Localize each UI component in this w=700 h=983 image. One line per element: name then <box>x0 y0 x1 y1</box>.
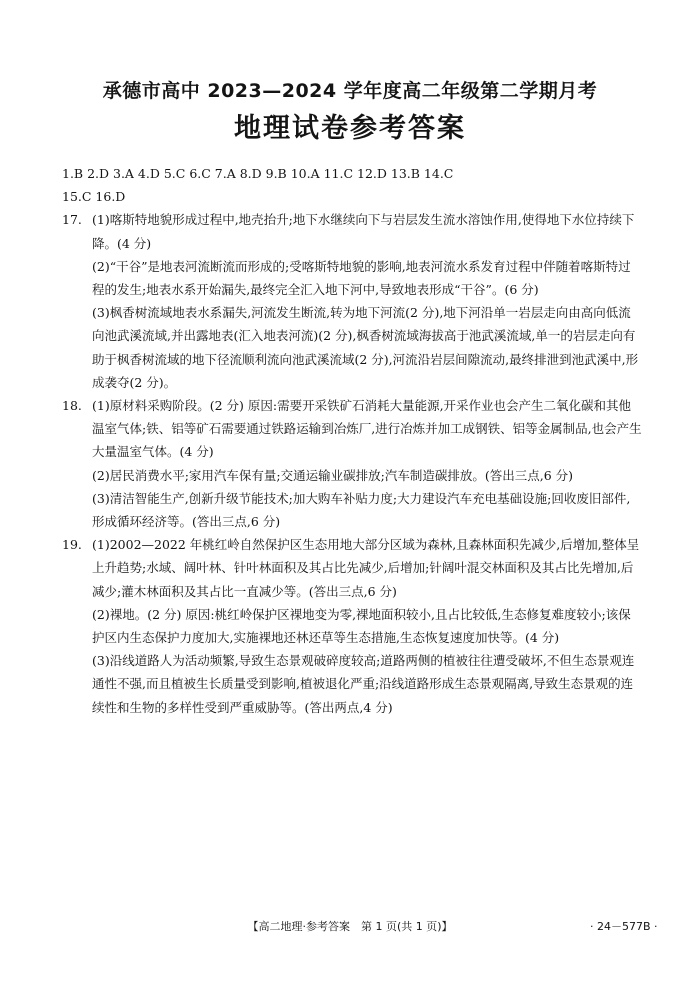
question-19 <box>62 533 642 719</box>
mc-answers-line-2: 15.C 16.D <box>62 189 126 205</box>
question-18-content <box>92 394 642 533</box>
answer-body <box>62 162 642 719</box>
question-19-content <box>92 533 642 719</box>
question-number: 18. <box>62 398 82 414</box>
page-title: 地理试卷参考答案 <box>234 113 466 144</box>
mc-answers-line-1: 1.B 2.D 3.A 4.D 5.C 6.C 7.A 8.D 9.B 10.A 11.C 12.D 13.B 14.C <box>62 166 454 181</box>
question-17 <box>62 208 642 394</box>
question-17-part-3: (3)枫香树流域地表水系漏失,河流发生断流,转为地下河流(2 分),地下河沿单一岩层走向由高向低流向池武溪流域,并出露地表(汇入地表河流)(2 分),枫香树流域海拔高于池武溪流域,单一的岩层走向有助于枫香树流域的地下径流顺利流向池武溪流域(2 分),河流沿岩层间隙流动,最终排泄到池武溪中,形成袭夺(2 分)。 <box>92 305 639 390</box>
question-19-part-3: (3)沿线道路人为活动频繁,导致生态景观破碎度较高;道路两侧的植被往往遭受破坏,不但生态景观连通性不强,而且植被生长质量受到影响,植被退化严重;沿线道路形成生态景观隔离,导致生态景观的连续性和生物的多样性受到严重威胁等。(答出两点,4 分) <box>92 653 635 715</box>
question-18-part-1: (1)原材料采购阶段。(2 分) 原因:需要开采铁矿石消耗大量能源,开采作业也会产生二氧化碳和其他温室气体;铁、铝等矿石需要通过铁路运输到冶炼厂,进行冶炼并加工成钢铁、铝等金属制品,也会产生大量温室气体。(4 分) <box>92 398 642 460</box>
question-17-part-1: (1)喀斯特地貌形成过程中,地壳抬升;地下水继续向下与岩层发生流水溶蚀作用,使得地下水位持续下降。(4 分) <box>92 212 635 251</box>
question-17-part-2: (2)“干谷”是地表河流断流而形成的;受喀斯特地貌的影响,地表河流水系发育过程中伴随着喀斯特过程的发生;地表水系开始漏失,最终完全汇入地下河中,导致地表形成“干谷”。(6 分) <box>92 258 631 298</box>
question-number: 19. <box>62 537 82 553</box>
question-17-content <box>92 208 642 394</box>
question-19-part-2: (2)裸地。(2 分) 原因:桃红岭保护区裸地变为零,裸地面积较小,且占比较低,生态修复难度较小;该保护区内生态保护力度加大,实施裸地还林还草等生态措施,生态恢复速度加快等。(4 分) <box>92 606 631 646</box>
exam-title: 承德市高中 2023—2024 学年度高二年级第二学期月考 <box>102 80 598 102</box>
question-19-part-1: (1)2002—2022 年桃红岭自然保护区生态用地大部分区域为森林,且森林面积先减少,后增加,整体呈上升趋势;水域、阔叶林、针叶林面积及其占比先减少,后增加;针阔叶混交林面积及其占比先增加,后减少;灌木林面积及其占比一直减少等。(答出三点,6 分) <box>92 537 640 599</box>
footer-page-info: 【高二地理·参考答案 第 1 页(共 1 页)】 <box>247 920 453 933</box>
footer-code: · 24－577B · <box>590 920 658 933</box>
question-18-part-2: (2)居民消费水平;家用汽车保有量;交通运输业碳排放;汽车制造碳排放。(答出三点,6 分) <box>92 467 573 483</box>
question-number: 17. <box>62 212 82 228</box>
question-18 <box>62 394 642 533</box>
question-18-part-3: (3)清洁智能生产,创新升级节能技术;加大购车补贴力度;大力建设汽车充电基础设施;回收废旧部件,形成循环经济等。(答出三点,6 分) <box>92 490 631 530</box>
